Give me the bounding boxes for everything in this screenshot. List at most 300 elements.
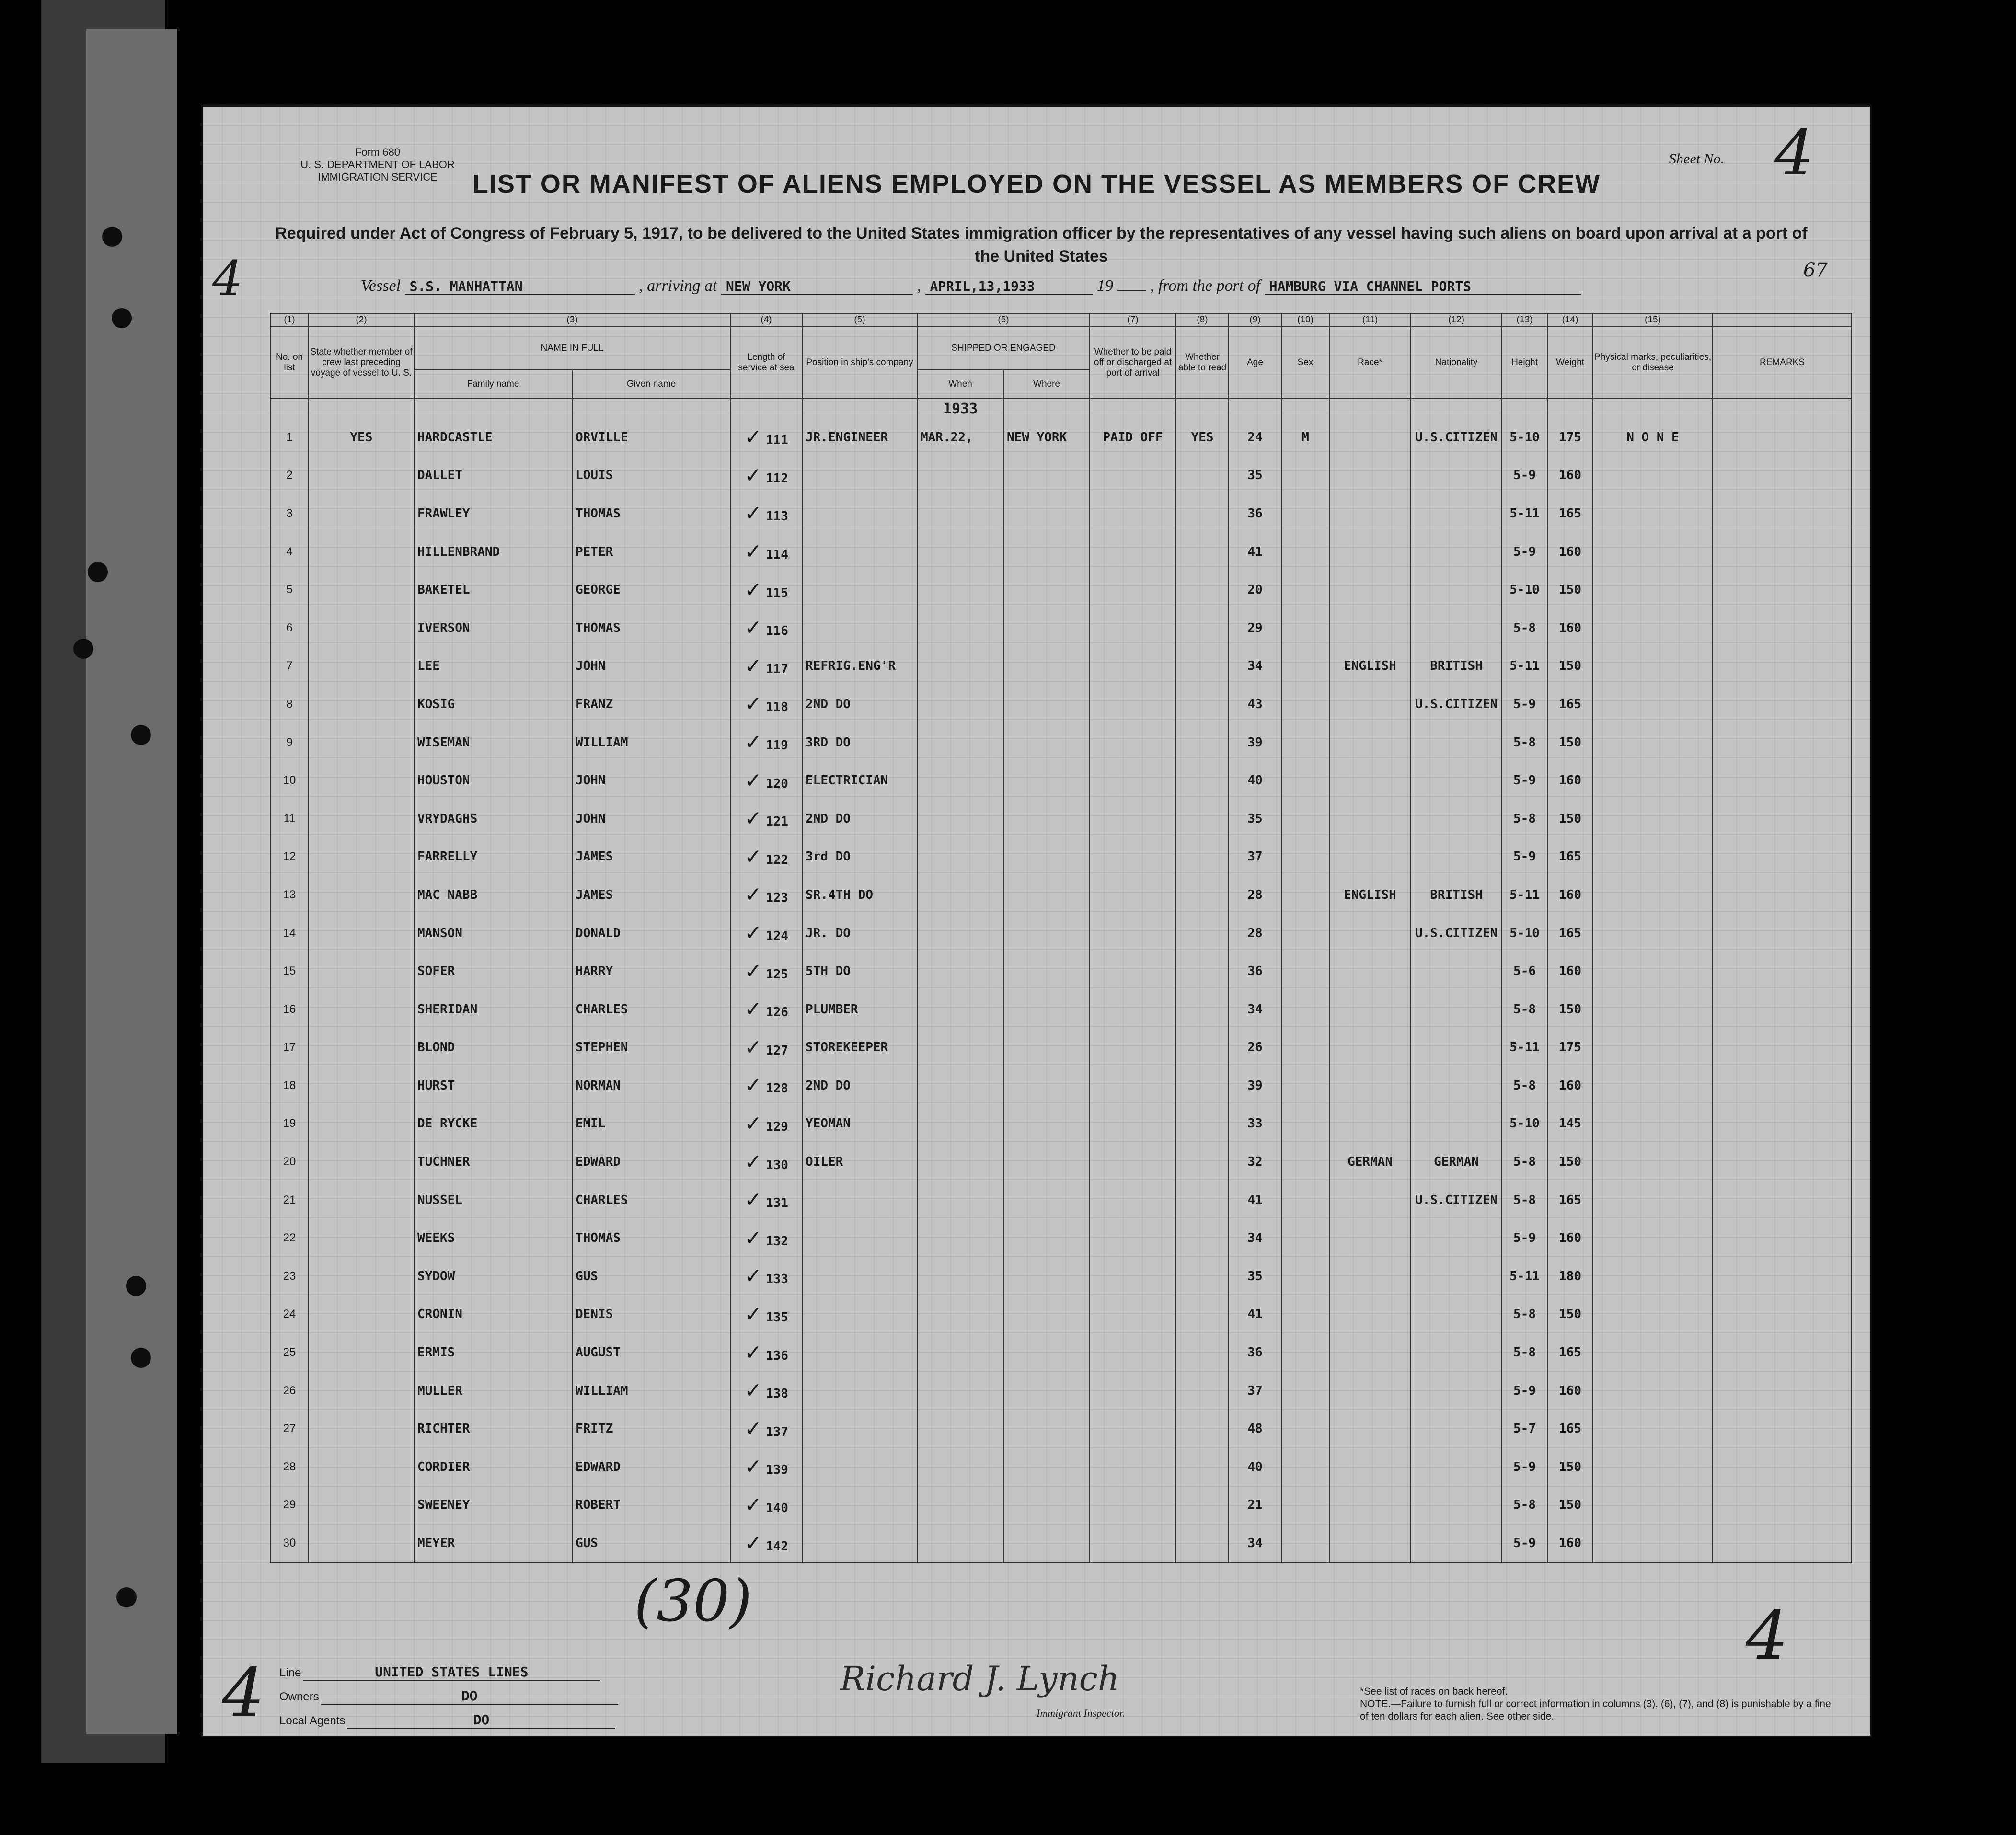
cell-height: 5-8 bbox=[1502, 990, 1547, 1029]
cell-where bbox=[1003, 1524, 1090, 1563]
cell-when bbox=[917, 1486, 1003, 1525]
cell-position: OILER bbox=[802, 1143, 917, 1181]
cell-weight: 175 bbox=[1547, 418, 1593, 457]
cell-no: 8 bbox=[270, 685, 309, 723]
cell-sex bbox=[1281, 1486, 1329, 1525]
cell-race bbox=[1329, 571, 1411, 609]
cell-where bbox=[1003, 1486, 1090, 1525]
cell-paid bbox=[1090, 457, 1176, 495]
header-age: Age bbox=[1229, 327, 1281, 399]
service-value: 123 bbox=[765, 891, 788, 906]
cell-remarks bbox=[1713, 1486, 1852, 1525]
cell-paid bbox=[1090, 876, 1176, 914]
header-weight: Weight bbox=[1547, 327, 1593, 399]
cell-sex bbox=[1281, 494, 1329, 533]
cell-position bbox=[802, 457, 917, 495]
cell-remarks bbox=[1713, 1296, 1852, 1334]
cell-given: EDWARD bbox=[572, 1143, 730, 1181]
header-race: Race* bbox=[1329, 327, 1411, 399]
cell-family: LEE bbox=[414, 647, 572, 686]
service-value: 120 bbox=[765, 776, 788, 791]
cell-height: 5-7 bbox=[1502, 1410, 1547, 1448]
cell-when bbox=[917, 1029, 1003, 1067]
cell-family: RICHTER bbox=[414, 1410, 572, 1448]
header-remarks: REMARKS bbox=[1713, 327, 1852, 399]
form-service: IMMIGRATION SERVICE bbox=[318, 171, 438, 183]
cell-prev bbox=[309, 1333, 414, 1372]
service-value: 133 bbox=[765, 1272, 788, 1287]
checkmark-icon: ✓ bbox=[744, 501, 762, 526]
cell-age: 37 bbox=[1229, 1372, 1281, 1410]
cell-remarks bbox=[1713, 571, 1852, 609]
cell-given: CHARLES bbox=[572, 1181, 730, 1219]
crew-row bbox=[270, 723, 1852, 762]
header-family-name: Family name bbox=[414, 370, 572, 399]
cell-service bbox=[730, 571, 802, 609]
sheet-number-label: Sheet No. bbox=[1669, 151, 1724, 167]
cell-nationality: BRITISH bbox=[1411, 876, 1502, 914]
cell-service bbox=[730, 761, 802, 800]
cell-sex bbox=[1281, 1448, 1329, 1486]
cell-read bbox=[1176, 723, 1229, 762]
cell-read bbox=[1176, 990, 1229, 1029]
checkmark-icon: ✓ bbox=[744, 883, 762, 907]
cell-service bbox=[730, 494, 802, 533]
column-number-row bbox=[270, 313, 1852, 327]
cell-remarks bbox=[1713, 685, 1852, 723]
cell-weight: 165 bbox=[1547, 494, 1593, 533]
header-physical-marks: Physical marks, peculiarities, or disease bbox=[1593, 327, 1713, 399]
cell-position: 5TH DO bbox=[802, 952, 917, 990]
cell-race bbox=[1329, 685, 1411, 723]
cell-paid bbox=[1090, 1333, 1176, 1372]
cell-prev bbox=[309, 952, 414, 990]
cell-position bbox=[802, 1296, 917, 1334]
service-value: 131 bbox=[765, 1196, 788, 1211]
header-where: Where bbox=[1003, 370, 1090, 399]
cell-where bbox=[1003, 914, 1090, 952]
cell-given: JAMES bbox=[572, 838, 730, 876]
crew-row bbox=[270, 1257, 1852, 1296]
cell-given: THOMAS bbox=[572, 609, 730, 647]
cell-service bbox=[730, 838, 802, 876]
punch-hole bbox=[131, 1348, 151, 1368]
punch-hole bbox=[73, 639, 93, 659]
cell-read bbox=[1176, 1296, 1229, 1334]
agents-field bbox=[279, 1712, 615, 1729]
cell-age: 48 bbox=[1229, 1410, 1281, 1448]
cell-sex bbox=[1281, 838, 1329, 876]
cell-height: 5-11 bbox=[1502, 1257, 1547, 1296]
col-num-1: (1) bbox=[270, 313, 309, 327]
cell-nationality bbox=[1411, 952, 1502, 990]
service-value: 116 bbox=[765, 624, 788, 639]
cell-race bbox=[1329, 1105, 1411, 1143]
header-state-whether: State whether member of crew last preceding voyage of vessel to U. S. bbox=[309, 327, 414, 399]
cell-read bbox=[1176, 1486, 1229, 1525]
cell-sex bbox=[1281, 647, 1329, 686]
cell-no: 26 bbox=[270, 1372, 309, 1410]
cell-nationality bbox=[1411, 1296, 1502, 1334]
cell-service bbox=[730, 723, 802, 762]
cell-race bbox=[1329, 914, 1411, 952]
cell-marks bbox=[1593, 685, 1713, 723]
cell-paid bbox=[1090, 1296, 1176, 1334]
cell-prev bbox=[309, 647, 414, 686]
cell-paid bbox=[1090, 800, 1176, 838]
cell-weight: 160 bbox=[1547, 533, 1593, 571]
cell-no: 1 bbox=[270, 418, 309, 457]
cell-when bbox=[917, 952, 1003, 990]
cell-given: CHARLES bbox=[572, 990, 730, 1029]
cell-weight: 165 bbox=[1547, 685, 1593, 723]
service-value: 112 bbox=[765, 471, 788, 486]
cell-weight: 160 bbox=[1547, 609, 1593, 647]
cell-family: HARDCASTLE bbox=[414, 418, 572, 457]
cell-given: STEPHEN bbox=[572, 1029, 730, 1067]
cell-age: 41 bbox=[1229, 533, 1281, 571]
cell-weight: 145 bbox=[1547, 1105, 1593, 1143]
cell-race: ENGLISH bbox=[1329, 876, 1411, 914]
cell-prev bbox=[309, 876, 414, 914]
cell-family: FARRELLY bbox=[414, 838, 572, 876]
cell-where bbox=[1003, 800, 1090, 838]
cell-position bbox=[802, 571, 917, 609]
cell-height: 5-10 bbox=[1502, 1105, 1547, 1143]
cell-when bbox=[917, 761, 1003, 800]
cell-where bbox=[1003, 1143, 1090, 1181]
inspector-signature: Richard J. Lynch bbox=[840, 1659, 1119, 1698]
cell-sex bbox=[1281, 1410, 1329, 1448]
punch-hole bbox=[112, 308, 132, 328]
binder-strip bbox=[41, 0, 165, 1763]
cell-read bbox=[1176, 838, 1229, 876]
cell-marks bbox=[1593, 1067, 1713, 1105]
cell-family: DALLET bbox=[414, 457, 572, 495]
header-when: When bbox=[917, 370, 1003, 399]
inspector-label: Immigrant Inspector. bbox=[1037, 1707, 1125, 1719]
cell-paid bbox=[1090, 1410, 1176, 1448]
cell-where bbox=[1003, 723, 1090, 762]
crew-row bbox=[270, 647, 1852, 686]
cell-height: 5-8 bbox=[1502, 609, 1547, 647]
cell-when bbox=[917, 457, 1003, 495]
cell-paid bbox=[1090, 1372, 1176, 1410]
cell-nationality: U.S.CITIZEN bbox=[1411, 1181, 1502, 1219]
crew-manifest-table bbox=[270, 313, 1852, 1563]
cell-prev bbox=[309, 1219, 414, 1257]
cell-height: 5-9 bbox=[1502, 1448, 1547, 1486]
cell-height: 5-9 bbox=[1502, 457, 1547, 495]
header-height: Height bbox=[1502, 327, 1547, 399]
service-value: 125 bbox=[765, 967, 788, 982]
col-num-10: (10) bbox=[1281, 313, 1329, 327]
cell-weight: 160 bbox=[1547, 876, 1593, 914]
cell-height: 5-9 bbox=[1502, 685, 1547, 723]
crew-row bbox=[270, 1372, 1852, 1410]
cell-read bbox=[1176, 1333, 1229, 1372]
form-department: U. S. DEPARTMENT OF LABOR bbox=[300, 159, 455, 171]
line-label: Line bbox=[279, 1666, 301, 1679]
cell-prev bbox=[309, 1486, 414, 1525]
cell-where bbox=[1003, 685, 1090, 723]
cell-position bbox=[802, 1372, 917, 1410]
cell-position: SR.4TH DO bbox=[802, 876, 917, 914]
header-nationality: Nationality bbox=[1411, 327, 1502, 399]
cell-family: FRAWLEY bbox=[414, 494, 572, 533]
cell-where bbox=[1003, 647, 1090, 686]
cell-given: DENIS bbox=[572, 1296, 730, 1334]
cell-marks bbox=[1593, 1448, 1713, 1486]
cell-given: GUS bbox=[572, 1524, 730, 1563]
cell-height: 5-8 bbox=[1502, 1296, 1547, 1334]
cell-age: 35 bbox=[1229, 457, 1281, 495]
col-num-8: (8) bbox=[1176, 313, 1229, 327]
cell-marks bbox=[1593, 647, 1713, 686]
col-num-14: (14) bbox=[1547, 313, 1593, 327]
cell-when bbox=[917, 533, 1003, 571]
service-value: 114 bbox=[765, 548, 788, 562]
cell-remarks bbox=[1713, 1105, 1852, 1143]
cell-remarks bbox=[1713, 647, 1852, 686]
cell-marks bbox=[1593, 761, 1713, 800]
cell-prev bbox=[309, 1372, 414, 1410]
cell-read bbox=[1176, 1410, 1229, 1448]
cell-read bbox=[1176, 1105, 1229, 1143]
cell-given: THOMAS bbox=[572, 1219, 730, 1257]
cell-read bbox=[1176, 952, 1229, 990]
cell-position: PLUMBER bbox=[802, 990, 917, 1029]
cell-service bbox=[730, 1143, 802, 1181]
cell-position bbox=[802, 494, 917, 533]
cell-remarks bbox=[1713, 914, 1852, 952]
cell-weight: 150 bbox=[1547, 571, 1593, 609]
cell-no: 12 bbox=[270, 838, 309, 876]
cell-family: WEEKS bbox=[414, 1219, 572, 1257]
cell-position bbox=[802, 1219, 917, 1257]
cell-read bbox=[1176, 1029, 1229, 1067]
cell-nationality: BRITISH bbox=[1411, 647, 1502, 686]
cell-paid bbox=[1090, 1067, 1176, 1105]
cell-nationality bbox=[1411, 457, 1502, 495]
cell-no: 11 bbox=[270, 800, 309, 838]
cell-prev bbox=[309, 1410, 414, 1448]
crew-row bbox=[270, 418, 1852, 457]
cell-race bbox=[1329, 952, 1411, 990]
cell-read bbox=[1176, 685, 1229, 723]
service-value: 132 bbox=[765, 1234, 788, 1249]
service-value: 142 bbox=[765, 1539, 788, 1554]
cell-nationality bbox=[1411, 1067, 1502, 1105]
cell-race bbox=[1329, 761, 1411, 800]
service-value: 136 bbox=[765, 1348, 788, 1363]
from-label: , from the port of bbox=[1150, 277, 1261, 295]
cell-given: GEORGE bbox=[572, 571, 730, 609]
col-num-4: (4) bbox=[730, 313, 802, 327]
cell-weight: 160 bbox=[1547, 952, 1593, 990]
cell-family: CRONIN bbox=[414, 1296, 572, 1334]
sheet-number: 4 bbox=[1774, 116, 1814, 189]
cell-service bbox=[730, 1333, 802, 1372]
cell-read bbox=[1176, 1181, 1229, 1219]
cell-marks bbox=[1593, 838, 1713, 876]
cell-given: JOHN bbox=[572, 647, 730, 686]
cell-position bbox=[802, 1181, 917, 1219]
cell-race bbox=[1329, 418, 1411, 457]
cell-given: PETER bbox=[572, 533, 730, 571]
arriving-port: NEW YORK bbox=[721, 278, 913, 295]
cell-where bbox=[1003, 1219, 1090, 1257]
service-value: 119 bbox=[765, 738, 788, 753]
cell-paid bbox=[1090, 1143, 1176, 1181]
cell-sex bbox=[1281, 1524, 1329, 1563]
cell-sex bbox=[1281, 1333, 1329, 1372]
cell-family: SHERIDAN bbox=[414, 990, 572, 1029]
year-label: 19 bbox=[1097, 277, 1113, 295]
cell-marks bbox=[1593, 990, 1713, 1029]
col-num-7: (7) bbox=[1090, 313, 1176, 327]
cell-remarks bbox=[1713, 800, 1852, 838]
cell-race bbox=[1329, 990, 1411, 1029]
cell-paid bbox=[1090, 1181, 1176, 1219]
cell-read bbox=[1176, 494, 1229, 533]
cell-prev bbox=[309, 1067, 414, 1105]
cell-remarks bbox=[1713, 990, 1852, 1029]
cell-service bbox=[730, 533, 802, 571]
checkmark-icon: ✓ bbox=[744, 959, 762, 984]
crew-row bbox=[270, 494, 1852, 533]
cell-prev bbox=[309, 761, 414, 800]
note-races: *See list of races on back hereof. bbox=[1360, 1686, 1508, 1697]
cell-given: EMIL bbox=[572, 1105, 730, 1143]
cell-paid bbox=[1090, 952, 1176, 990]
cell-age: 43 bbox=[1229, 685, 1281, 723]
cell-read bbox=[1176, 533, 1229, 571]
checkmark-icon: ✓ bbox=[744, 654, 762, 678]
cell-marks bbox=[1593, 1029, 1713, 1067]
cell-position bbox=[802, 1448, 917, 1486]
cell-weight: 150 bbox=[1547, 990, 1593, 1029]
cell-when bbox=[917, 1067, 1003, 1105]
cell-remarks bbox=[1713, 1372, 1852, 1410]
cell-no: 5 bbox=[270, 571, 309, 609]
cell-no: 21 bbox=[270, 1181, 309, 1219]
cell-marks bbox=[1593, 1219, 1713, 1257]
cell-remarks bbox=[1713, 1448, 1852, 1486]
cell-no: 29 bbox=[270, 1486, 309, 1525]
cell-where bbox=[1003, 609, 1090, 647]
cell-when bbox=[917, 990, 1003, 1029]
cell-service bbox=[730, 1372, 802, 1410]
cell-no: 2 bbox=[270, 457, 309, 495]
service-value: 129 bbox=[765, 1119, 788, 1134]
cell-nationality bbox=[1411, 761, 1502, 800]
punch-hole bbox=[131, 725, 151, 745]
service-value: 111 bbox=[765, 433, 788, 448]
checkmark-icon: ✓ bbox=[744, 1416, 762, 1441]
cell-remarks bbox=[1713, 1257, 1852, 1296]
footer-right-mark: 4 bbox=[1746, 1597, 1789, 1675]
cell-age: 29 bbox=[1229, 609, 1281, 647]
crew-row bbox=[270, 761, 1852, 800]
cell-weight: 165 bbox=[1547, 1333, 1593, 1372]
checkmark-icon: ✓ bbox=[744, 1378, 762, 1403]
header-length-service: Length of service at sea bbox=[730, 327, 802, 399]
cell-race bbox=[1329, 1181, 1411, 1219]
punch-hole bbox=[126, 1276, 146, 1296]
arriving-label: , arriving at bbox=[639, 277, 717, 295]
cell-race bbox=[1329, 1333, 1411, 1372]
cell-race bbox=[1329, 838, 1411, 876]
cell-no: 14 bbox=[270, 914, 309, 952]
cell-nationality: U.S.CITIZEN bbox=[1411, 914, 1502, 952]
crew-row bbox=[270, 876, 1852, 914]
cell-nationality bbox=[1411, 1105, 1502, 1143]
cell-family: IVERSON bbox=[414, 609, 572, 647]
cell-service bbox=[730, 1219, 802, 1257]
cell-weight: 175 bbox=[1547, 1029, 1593, 1067]
checkmark-icon: ✓ bbox=[744, 1188, 762, 1213]
cell-where bbox=[1003, 1372, 1090, 1410]
cell-when bbox=[917, 876, 1003, 914]
cell-height: 5-10 bbox=[1502, 418, 1547, 457]
note-penalty: NOTE.—Failure to furnish full or correct information in columns (3), (6), (7), and (8) is punishable by a fine of ten dollars for each alien. See other side. bbox=[1360, 1698, 1831, 1722]
checkmark-icon: ✓ bbox=[744, 1264, 762, 1289]
cell-race bbox=[1329, 457, 1411, 495]
cell-race bbox=[1329, 494, 1411, 533]
crew-row bbox=[270, 1448, 1852, 1486]
cell-race: ENGLISH bbox=[1329, 647, 1411, 686]
cell-marks bbox=[1593, 1333, 1713, 1372]
cell-height: 5-11 bbox=[1502, 1029, 1547, 1067]
cell-marks bbox=[1593, 1257, 1713, 1296]
cell-age: 34 bbox=[1229, 990, 1281, 1029]
checkmark-icon: ✓ bbox=[744, 1302, 762, 1327]
cell-position: ELECTRICIAN bbox=[802, 761, 917, 800]
document-title: LIST OR MANIFEST OF ALIENS EMPLOYED ON THE VESSEL AS MEMBERS OF CREW bbox=[472, 170, 1601, 198]
cell-marks bbox=[1593, 876, 1713, 914]
cell-position bbox=[802, 1257, 917, 1296]
cell-remarks bbox=[1713, 838, 1852, 876]
cell-remarks bbox=[1713, 1029, 1852, 1067]
cell-nationality bbox=[1411, 571, 1502, 609]
manifest-sheet bbox=[201, 105, 1872, 1737]
cell-no: 19 bbox=[270, 1105, 309, 1143]
cell-family: HILLENBRAND bbox=[414, 533, 572, 571]
checkmark-icon: ✓ bbox=[744, 425, 762, 450]
cell-marks bbox=[1593, 1486, 1713, 1525]
footer-notes bbox=[1360, 1686, 1839, 1723]
cell-when bbox=[917, 1219, 1003, 1257]
checkmark-icon: ✓ bbox=[744, 806, 762, 831]
crew-row bbox=[270, 800, 1852, 838]
cell-remarks bbox=[1713, 533, 1852, 571]
cell-race bbox=[1329, 1257, 1411, 1296]
service-value: 122 bbox=[765, 852, 788, 867]
cell-remarks bbox=[1713, 1219, 1852, 1257]
cell-race bbox=[1329, 1067, 1411, 1105]
cell-age: 36 bbox=[1229, 1333, 1281, 1372]
cell-where bbox=[1003, 1448, 1090, 1486]
cell-race bbox=[1329, 1372, 1411, 1410]
cell-nationality bbox=[1411, 1410, 1502, 1448]
cell-given: JOHN bbox=[572, 800, 730, 838]
cell-age: 28 bbox=[1229, 876, 1281, 914]
cell-remarks bbox=[1713, 1067, 1852, 1105]
cell-prev bbox=[309, 685, 414, 723]
cell-marks bbox=[1593, 1181, 1713, 1219]
cell-sex bbox=[1281, 1219, 1329, 1257]
